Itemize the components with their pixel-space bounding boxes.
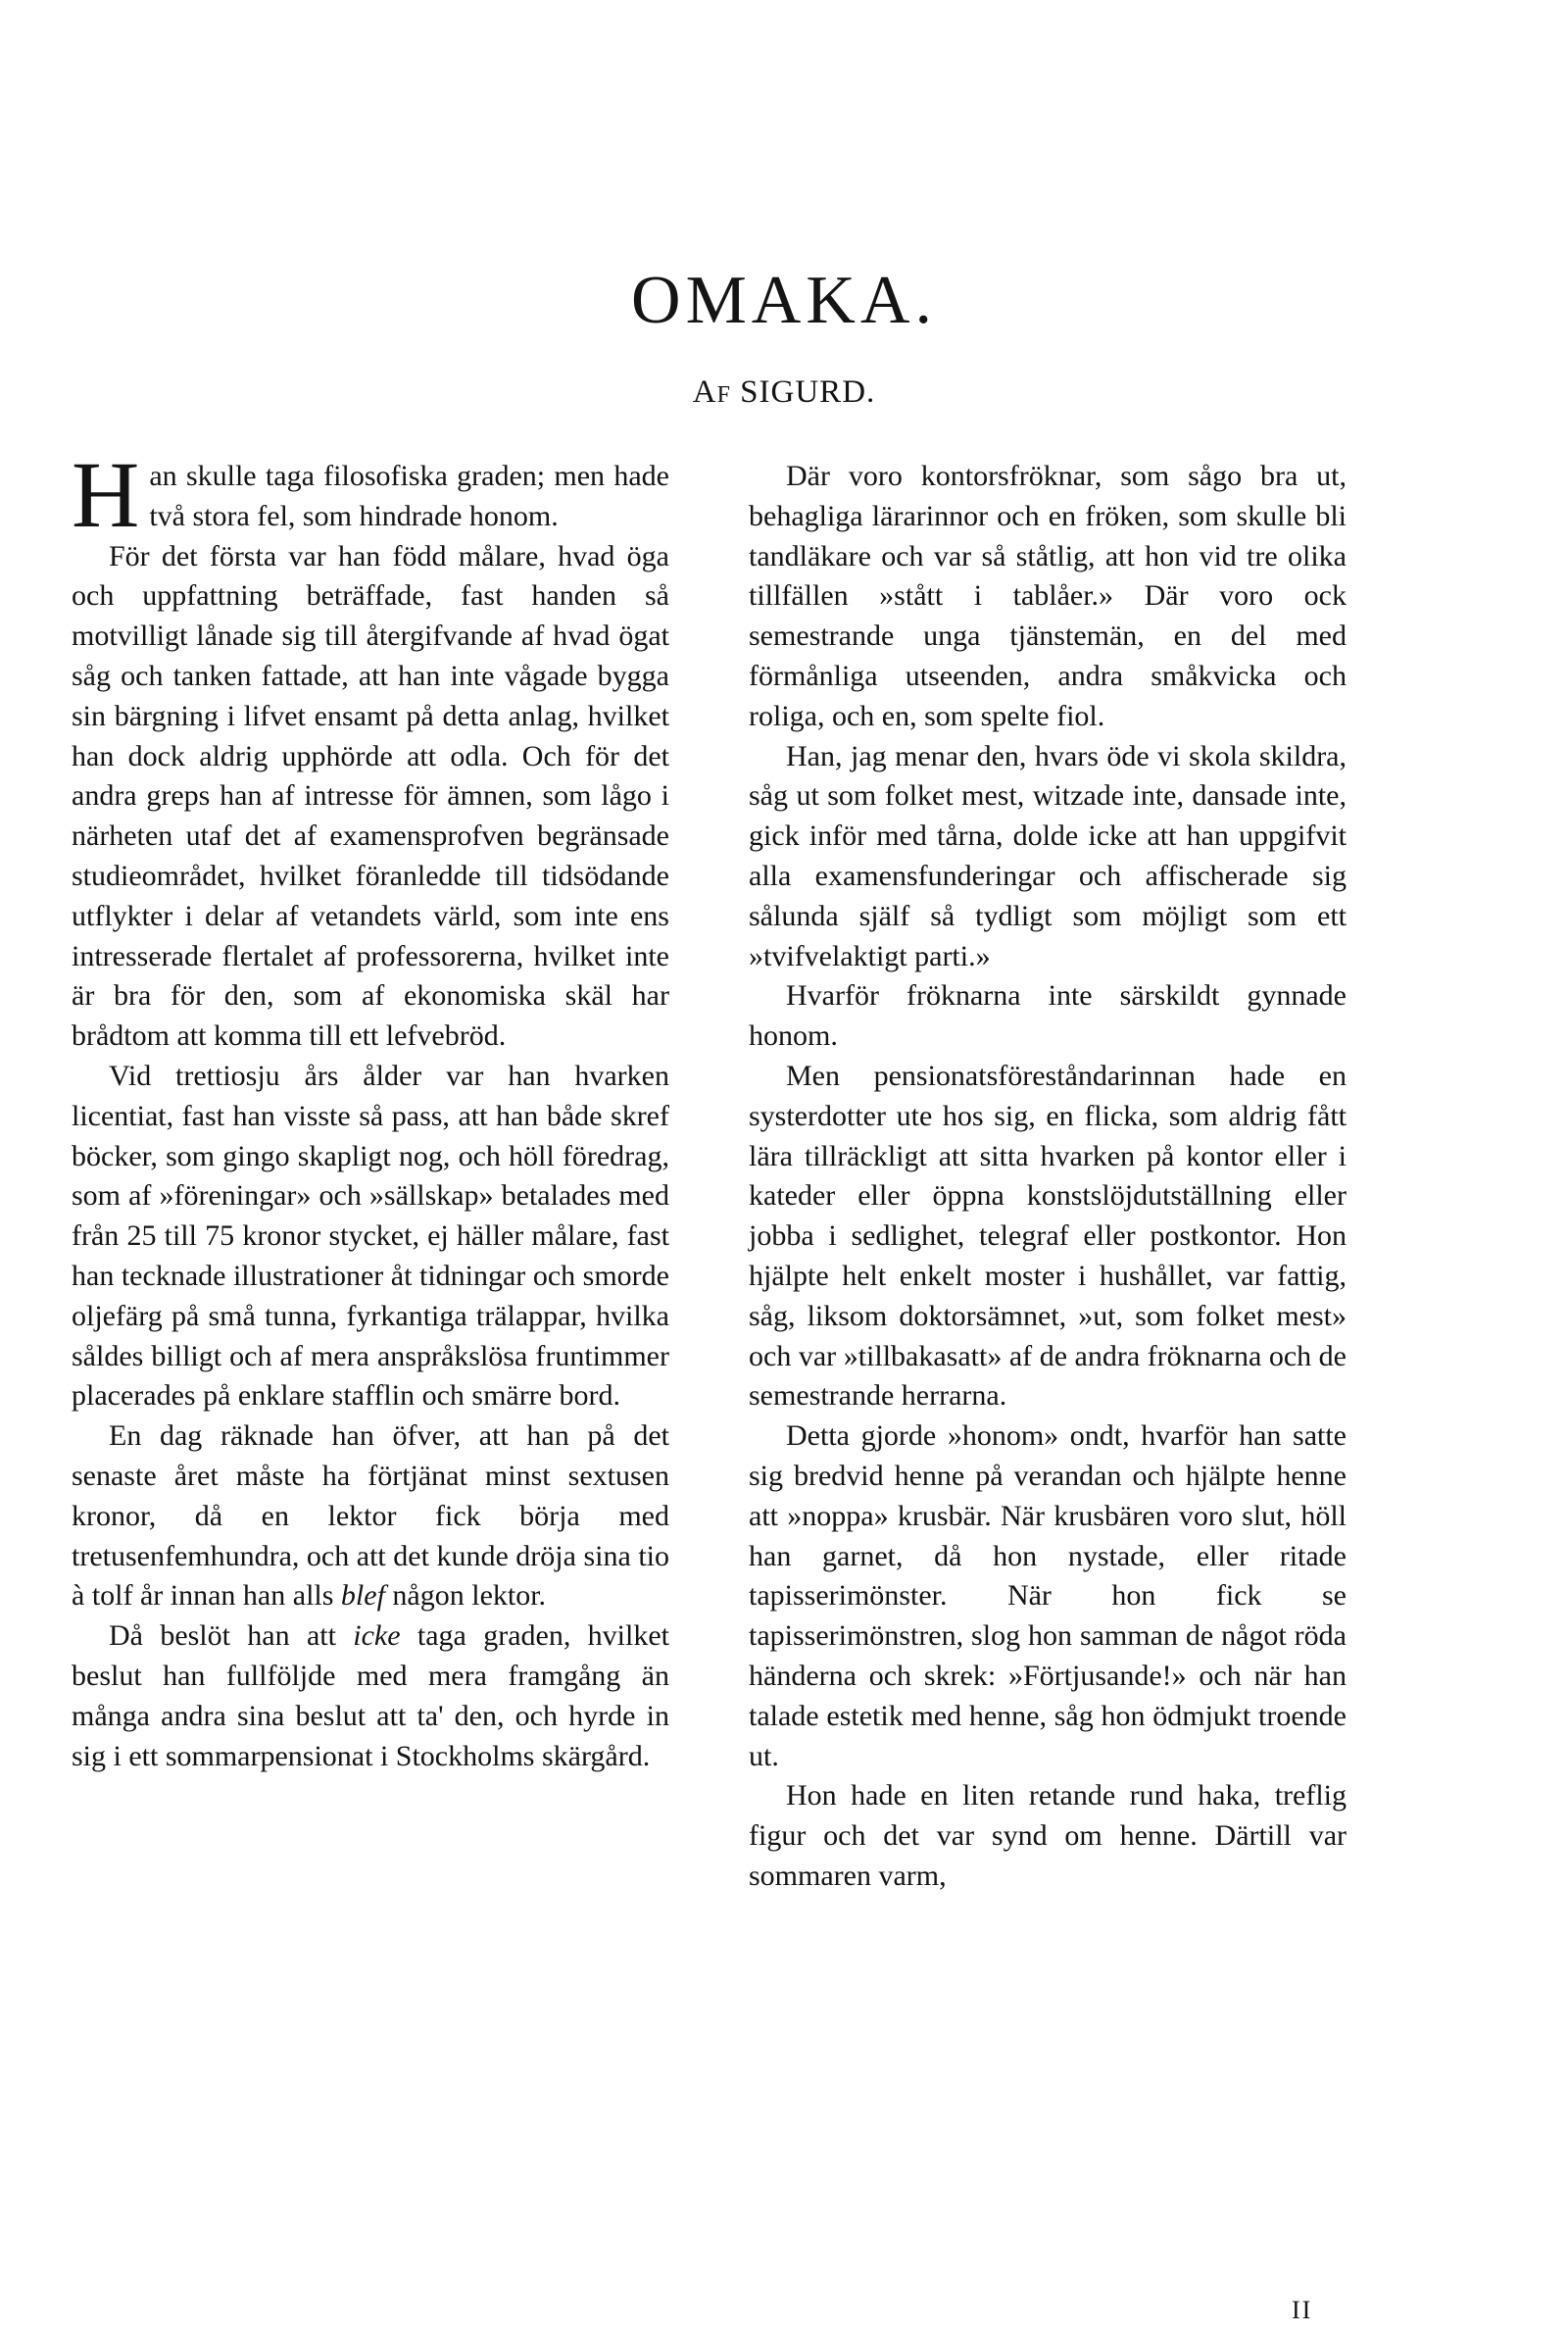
paragraph: Vid trettiosju års ålder var han hvarken licentiat, fast han visste så pass, att han både skref böcker, som gingo skapligt nog, och höll föredrag, som af »föreningar» och »sällskap» betalades med från 25 till 75 kronor stycket, ej häller målare, fast han tecknade illustrationer åt tidningar och smorde oljefärg på små tunna, fyrkantiga trälappar, hvilka såldes billigt och af mera anspråkslösa fruntimmer placerades på enklare stafflin och smärre bord. [72,1059,669,1413]
byline-prefix-initial: A [692,374,717,410]
paragraph: För det första var han född målare, hvad öga och uppfattning beträffade, fast handen så motvilligt lånade sig till återgifvande af hvad ögat såg och tanken fattade, att han inte vågade bygga sin bärgning i lifvet ensamt på detta anlag, hvilket han dock aldrig upphörde att odla. Och för det andra greps han af intresse för ämnen, som lågo i närheten utaf det af examensprofven begränsade studieområdet, hvilket föranledde till tidsödande utflykter i delar af vetandets värld, som inte ens intresserade flertalet af professorerna, hvilket inte är bra för den, som af ekonomiska skäl har brådtom att komma till ett lefvebröd. [72,539,669,1053]
emphasis: icke [353,1619,401,1653]
right-column [749,457,1347,1897]
paragraph-text: taga graden, hvilket beslut han fullföljde med mera framgång än många andra sina beslut att ta' den, och hyrde in sig i ett sommarpensionat i Stockholms skärgård. [72,1619,669,1772]
byline [0,376,1568,409]
paragraph-text: an skulle taga filosofiska graden; men hade två stora fel, som hindrade honom. [149,460,669,532]
paragraph-text: En dag räknade han öfver, att han på det senaste året måste ha förtjänat minst sextusen kronor, då en lektor fick börja med tretusenfemhundra, och att det kunde dröja sina tio à tolf år innan han alls [72,1419,669,1613]
byline-author: SIGURD. [730,374,876,410]
paragraph-text: Då beslöt han att [109,1619,354,1653]
paragraph [72,1416,669,1616]
paragraph [72,1616,669,1776]
left-column [72,442,669,1776]
paragraph-text: någon lektor. [384,1579,547,1613]
article-title: OMAKA. [631,263,937,338]
paragraph: Han, jag menar den, hvars öde vi skola skildra, såg ut som folket mest, witzade inte, dansade inte, gick inför med tårna, dolde icke att han uppgifvit alla examensfunderingar och affischerade sig sålunda själf så tydligt som möjligt som ett »tvifvelaktigt parti.» [749,739,1347,972]
paragraph: Hon hade en liten retande rund haka, treflig figur och det var synd om henne. Därtill var sommaren varm, [749,1779,1347,1892]
emphasis: blef [340,1579,385,1613]
paragraph [72,442,669,547]
page-number: II [1292,2296,1313,2324]
byline-prefix-rest: F [716,382,731,408]
paragraph: Hvarför fröknarna inte särskildt gynnade honom. [749,979,1347,1053]
paragraph: Där voro kontorsfröknar, som sågo bra ut, behagliga lärarinnor och en fröken, som skulle bli tandläkare och var så ståtlig, att hon vid tre olika tillfällen »stått i tablåer.» Där voro ock semestrande unga tjänstemän, en del med förmånliga utseenden, andra småkvicka och roliga, och en, som spelte fiol. [749,460,1347,732]
paragraph: Men pensionatsföreståndarinnan hade en systerdotter ute hos sig, en flicka, som aldrig fått lära tillräckligt att sitta hvarken på kontor eller i kateder eller öppna konstslöjdutställning eller jobba i sedlighet, telegraf eller postkontor. Hon hjälpte helt enkelt moster i hushållet, var fattig, såg, liksom doktorsämnet, »ut, som folket mest» och var »tillbakasatt» af de andra fröknarna och de semestrande herrarna. [749,1059,1347,1413]
paragraph: Detta gjorde »honom» ondt, hvarför han satte sig bredvid henne på verandan och hjälpte henne att »noppa» krusbär. När krusbären voro slut, höll han garnet, då hon nystade, eller ritade tapisserimönster. När hon fick se tapisserimönstren, slog hon samman de något röda händerna och skrek: »Förtjusande!» och när han talade estetik med henne, såg hon ödmjukt troende ut. [749,1419,1347,1772]
drop-cap: H [72,442,140,547]
